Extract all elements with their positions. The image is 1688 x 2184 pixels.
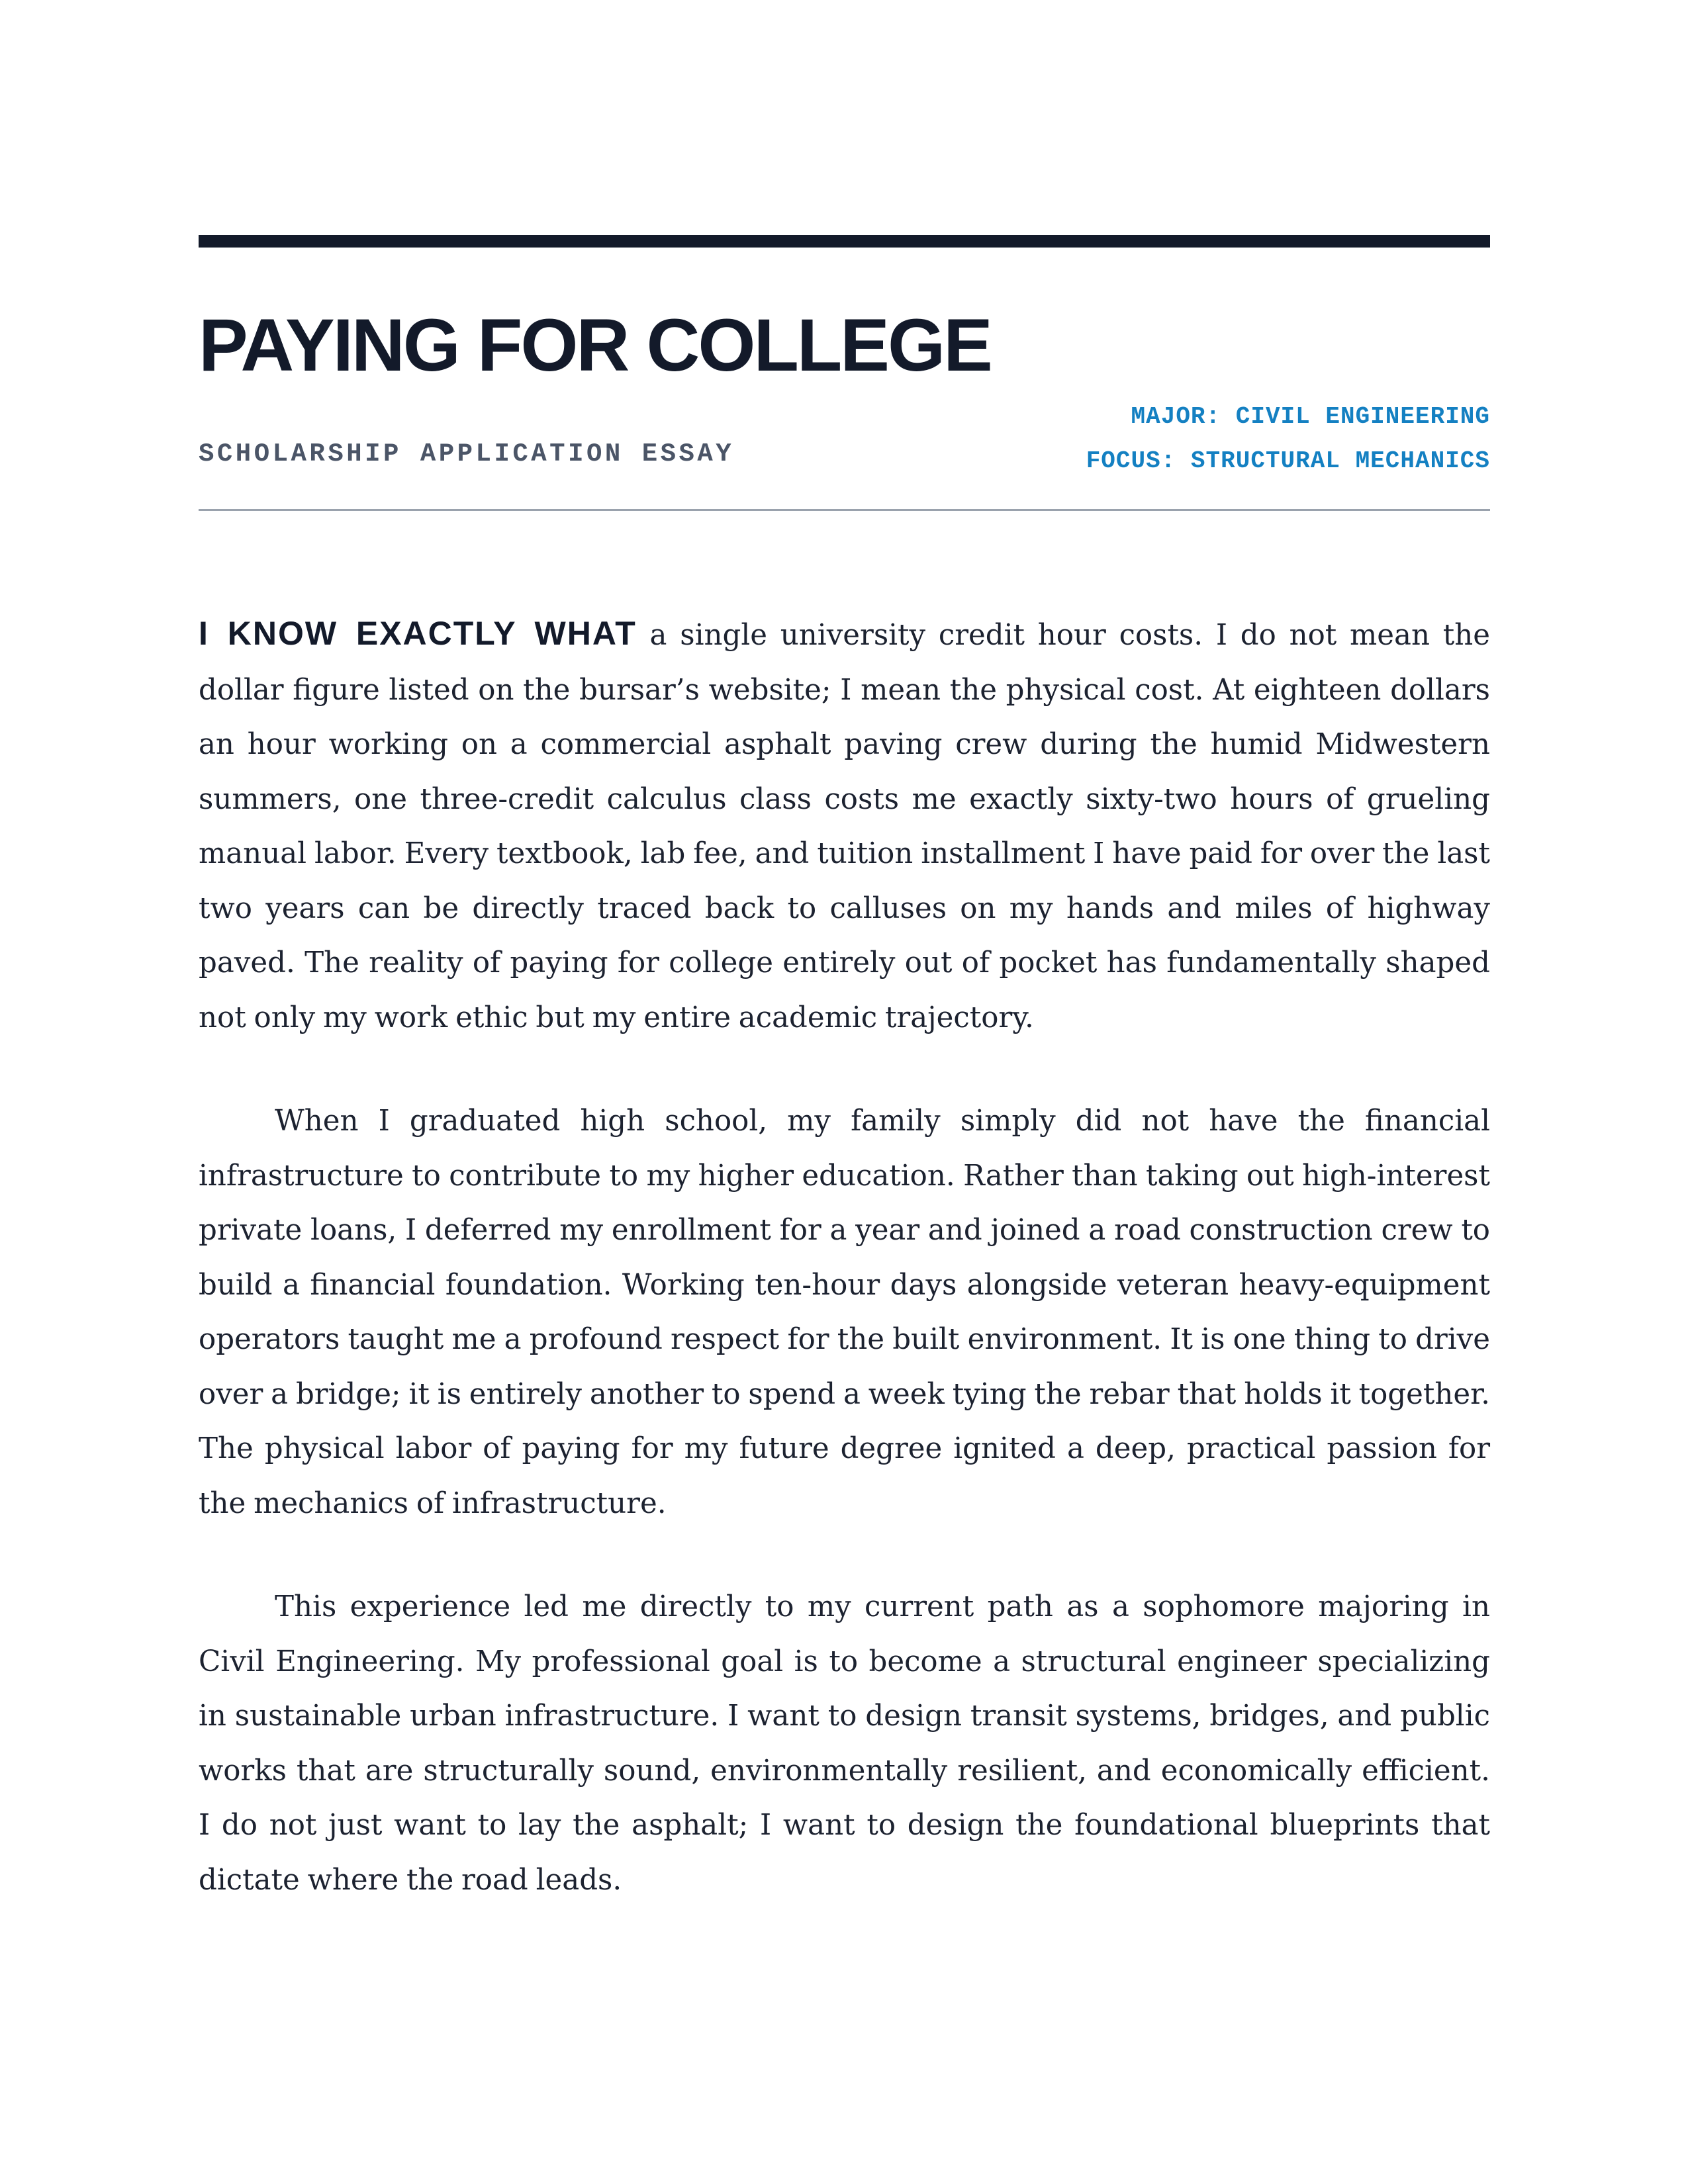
page-title: PAYING FOR COLLEGE <box>199 304 991 387</box>
major-label: MAJOR: CIVIL ENGINEERING <box>1131 403 1490 430</box>
top-rule <box>199 235 1490 248</box>
focus-label: FOCUS: STRUCTURAL MECHANICS <box>1086 447 1490 475</box>
essay-paragraph-3: This experience led me directly to my current path as a sophomore majoring in Civil Engineering. My professional goal is to become a structural engineer specializing in sustainable urban infrastructure. I want to design transit systems, bridges, and public works that are structurally sound, environmentally resilient, and economically efficient. I do not just want to lay the asphalt; I want to design the foundational blueprints that dictate where the road leads. <box>199 1590 1490 1897</box>
essay-header <box>199 248 1490 510</box>
lead-in-text: I KNOW EXACTLY WHAT <box>199 615 637 652</box>
essay-page <box>199 235 1490 1956</box>
essay-subtitle: SCHOLARSHIP APPLICATION ESSAY <box>199 439 735 469</box>
applicant-meta <box>1086 394 1490 483</box>
essay-body <box>199 606 1490 1907</box>
essay-paragraph-2: When I graduated high school, my family simply did not have the financial infrastructure to contribute to my higher education. Rather than taking out high-interest private loans, I deferred my enrollment for a year and joined a road construction crew to build a financial foundation. Working ten-hour days alongside veteran heavy-equipment operators taught me a profound respect for the built environment. It is one thing to drive over a bridge; it is entirely another to spend a week tying the rebar that holds it together. The physical labor of paying for my future degree ignited a deep, practical passion for the mechanics of infrastructure. <box>199 1105 1490 1520</box>
paragraph-1-text: a single university credit hour costs. I do not mean the dollar figure listed on the bursar’s website; I mean the physical cost. At eighteen dollars an hour working on a commercial asphalt paving crew during the humid Midwestern summers, one three-credit calculus class costs me exactly sixty-two hours of grueling manual labor. Every textbook, lab fee, and tuition installment I have paid for over the last two years can be directly traced back to calluses on my hands and miles of highway paved. The reality of paying for college entirely out of pocket has fundamentally shaped not only my work ethic but my entire academic trajectory. <box>199 619 1490 1034</box>
header-divider <box>199 509 1490 511</box>
essay-paragraph-1 <box>199 606 1490 1045</box>
